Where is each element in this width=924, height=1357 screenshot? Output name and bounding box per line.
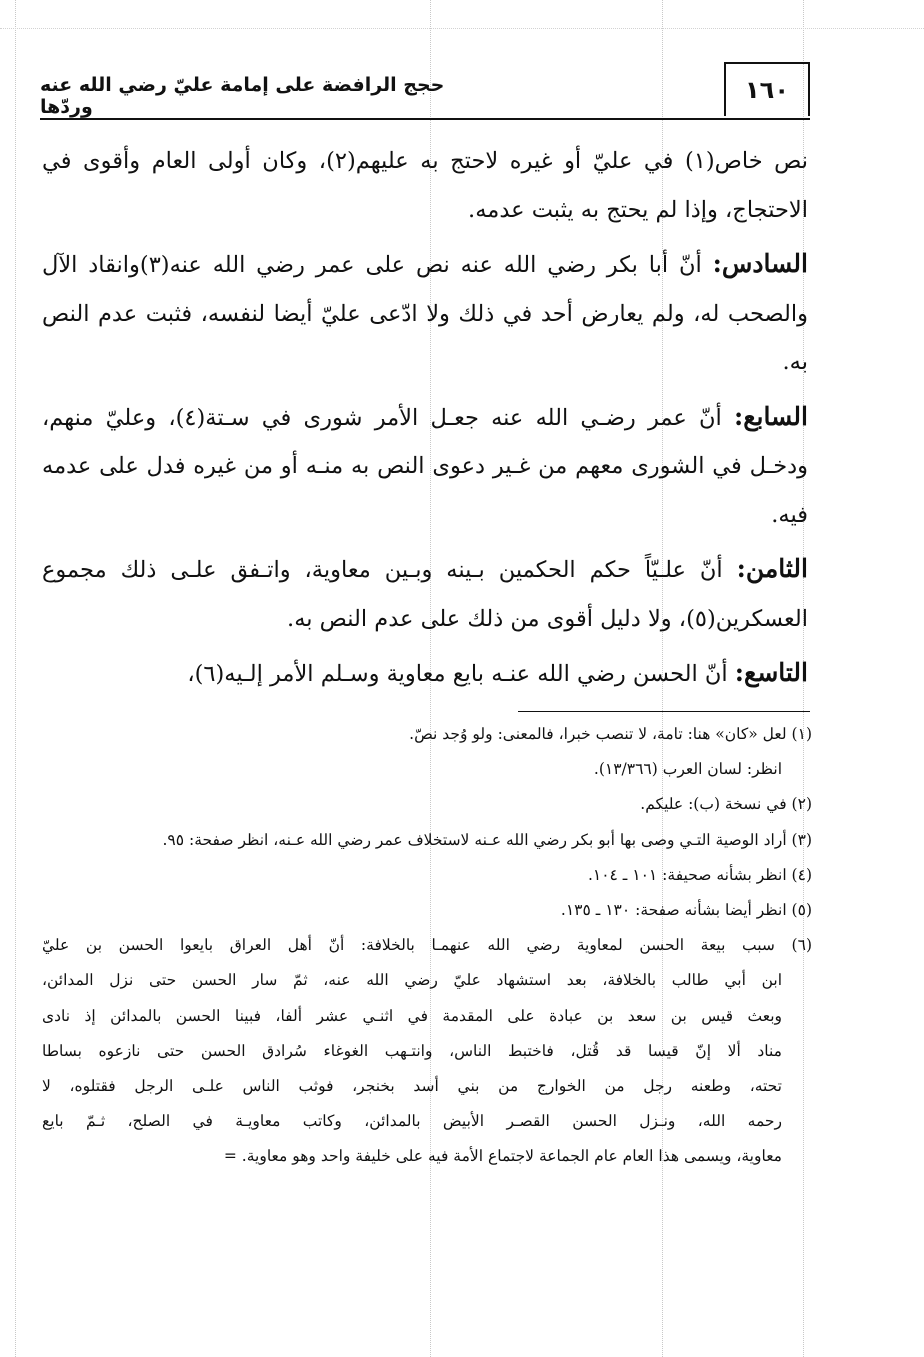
paragraph-heading: التاسع:: [734, 658, 808, 687]
paragraph-heading: السادس:: [712, 249, 808, 278]
footnote-4: (٤) انظر بشأنه صحيفة: ١٠١ ـ ١٠٤.: [587, 865, 812, 884]
footnote-6-line: تحته، وطعنه رجل من الخوارج من بني أسد بخنجر، فوثب الناس علـى الرجل فقتلوه، لا: [42, 1077, 782, 1096]
footnotes: [42, 717, 812, 1175]
paragraph-text: أنّ عمر رضـي الله عنه جعـل الأمر شورى في سـتة(٤)، وعليّ منهم، ودخـل في الشورى معهم من غـير دعوى النص به منـه أو من غيره فدل على عدمه فيه.: [42, 404, 808, 528]
paragraph-text: أنّ أبا بكر رضي الله عنه نص على عمر رضي الله عنه(٣)وانقاد الآل والصحب له، ولم يعارض أحد في ذلك ولا ادّعى عليّ أيضا لنفسه، فثبت عدم النص به.: [42, 252, 808, 375]
footnote-6: (٦) سبب بيعة الحسن لمعاوية رضي الله عنهمـا بالخلافة: أنّ أهل العراق بايعوا الحسن بن عليّ: [42, 936, 812, 955]
paragraph-text: أنّ علـيّاً حكم الحكمين بـينه وبـين معاوية، واتـفق علـى ذلك مجموع العسكرين(٥)، ولا دليل أقوى من ذلك على عدم النص به.: [42, 557, 808, 632]
page-number: ١٦٠: [724, 62, 810, 116]
footnote-6-line: معاوية، ويسمى هذا العام عام الجماعة لاجتماع الأمة فيه على خليفة واحد وهو معاوية. =: [223, 1147, 782, 1166]
footnote-3-text: (٣) أراد الوصية التـي وصى بها أبو بكر رضي الله عـنه لاستخلاف عمر رضي الله عـنه، انظر صفحة: ٩٥.: [162, 830, 812, 849]
paragraph-text: نص خاص(١) في عليّ أو غيره لاحتج به عليهم(٢)، وكان أولى العام وأقوى في الاحتجاج، وإذا لم يحتج به يثبت عدمه.: [42, 148, 808, 223]
paragraph-heading: الثامن:: [736, 554, 808, 583]
footnote-3: [42, 823, 812, 858]
footnote-separator: [518, 711, 810, 712]
footnote-5: (٥) انظر أيضا بشأنه صفحة: ١٣٠ ـ ١٣٥.: [560, 901, 812, 920]
main-text: [42, 137, 808, 705]
running-title: حجج الرافضة على إمامة عليّ رضي الله عنه وردّها: [40, 74, 445, 118]
scan-guide-line: [0, 28, 924, 29]
paragraph-text: أنّ الحسن رضي الله عنـه بايع معاوية وسـلم الأمر إلـيه(٦)،: [187, 661, 735, 687]
paragraph: [42, 137, 808, 234]
paragraph-eighth: [42, 545, 808, 643]
paragraph-seventh: [42, 393, 808, 540]
footnote-1-reference: انظر: لسان العرب (١٣/٣٦٦).: [593, 760, 782, 779]
paragraph-ninth: [42, 649, 808, 699]
footnote-6-line: مناد ألا إنّ قيسا قد قُتل، فاختبط الناس، وانتـهب الغوغاء سُرادق الحسن حتى نازعوه بساطا: [42, 1041, 782, 1060]
scan-guide-line: [15, 0, 16, 1357]
footnote-6-line: وبعث قيس بن سعد بن عبادة على المقدمة في اثنـي عشر ألفا، فبينا الحسن بالمدائن إذ نادى: [42, 1006, 782, 1025]
footnote-6-line: ابن أبي طالب بالخلافة، بعد استشهاد عليّ رضي الله عنه، ثمّ سار الحسن حتى نزل المدائن،: [42, 971, 782, 990]
paragraph-sixth: [42, 240, 808, 387]
footnote-6-line: رحمه الله، ونـزل الحسن القصـر الأبيض بالمدائن، وكاتب معاويـة في الصلح، ثـمّ بايع: [42, 1112, 782, 1131]
page-header: [40, 62, 810, 120]
footnote-2: (٢) في نسخة (ب): عليكم.: [640, 795, 812, 814]
footnote-1: (١) لعل «كان» هنا: تامة، لا تنصب خبرا، فالمعنى: ولو وُجد نصّ.: [409, 725, 812, 743]
paragraph-heading: السابع:: [734, 401, 808, 431]
header-rule: [40, 118, 810, 120]
